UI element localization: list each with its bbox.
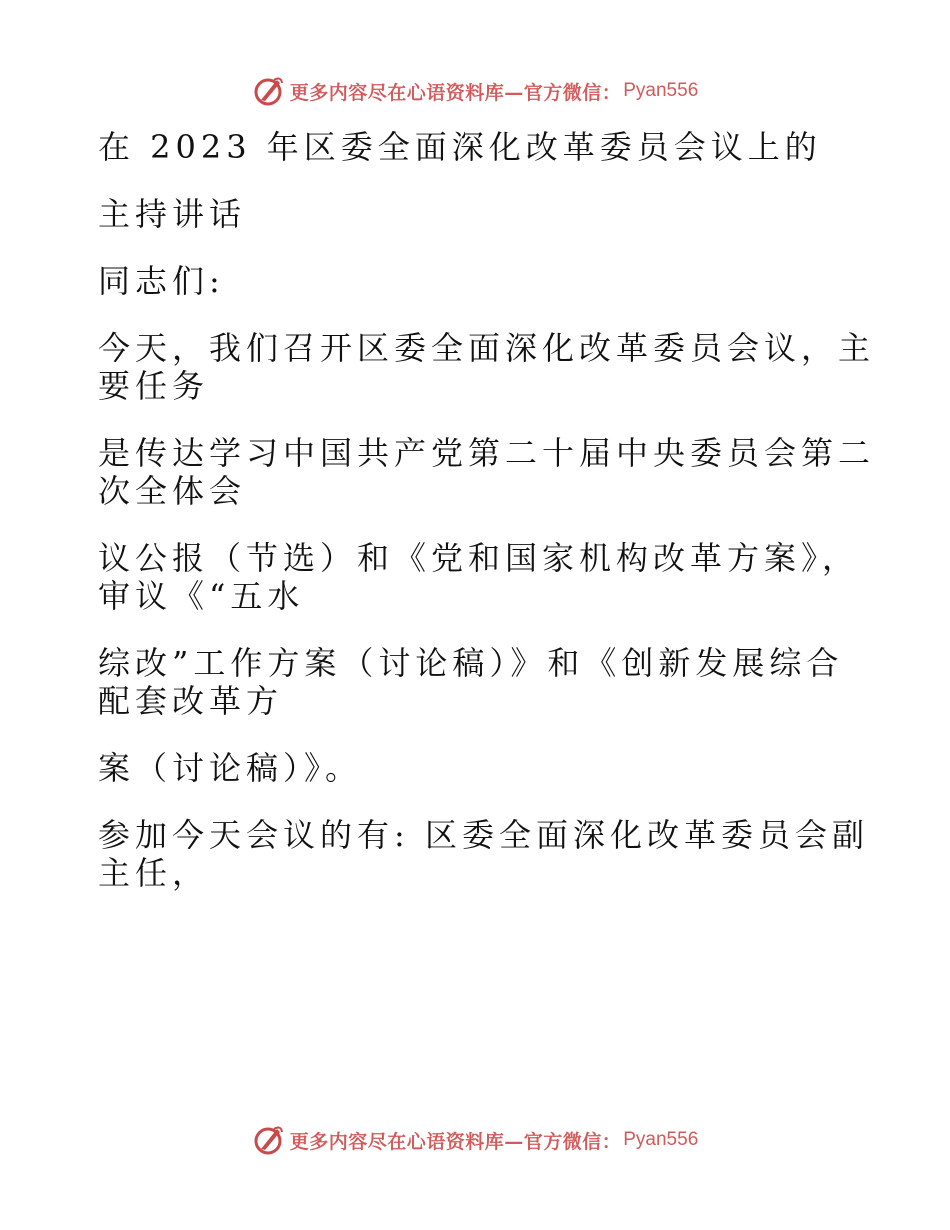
salutation: 同志们:	[98, 262, 225, 300]
paragraph-wrap: 审议《“五水	[98, 577, 305, 615]
paragraph-wrap: 次全体会	[98, 472, 247, 510]
paragraph-1	[98, 329, 876, 405]
paragraph-line: 是传达学习中国共产党第二十届中央委员会第二	[98, 434, 876, 472]
watermark-id: Pyan556	[623, 1129, 699, 1150]
document-body	[98, 128, 876, 892]
paragraph-line: 综改”工作方案（讨论稿）》和《创新发展综合	[98, 644, 844, 682]
paragraph-line: 参加今天会议的有: 区委全面深化改革委员会副	[98, 816, 869, 854]
watermark-text: 更多内容尽在心语资料库—官方微信：	[289, 81, 622, 104]
paragraph-6	[98, 816, 869, 892]
watermark-text: 更多内容尽在心语资料库—官方微信：	[289, 1130, 622, 1153]
paragraph-2	[98, 434, 876, 510]
paragraph-4	[98, 644, 844, 720]
watermark-id: Pyan556	[623, 80, 699, 101]
title-line-2: 主持讲话	[98, 195, 247, 233]
header-watermark	[0, 71, 950, 111]
title-line-1: 在 2023 年区委全面深化改革委员会议上的	[98, 128, 822, 166]
paragraph-wrap: 主任，	[98, 854, 210, 892]
paragraph-wrap: 配套改革方	[98, 682, 284, 720]
paragraph-5	[98, 749, 838, 787]
paragraph-line: 案（讨论稿）》。	[98, 749, 363, 787]
quill-pen-logo-icon	[252, 1123, 286, 1157]
footer-watermark	[0, 1120, 950, 1160]
quill-pen-logo-icon	[252, 74, 286, 108]
paragraph-line: 议公报（节选）和《党和国家机构改革方案》，	[98, 539, 860, 577]
paragraph-3	[98, 539, 860, 615]
paragraph-wrap: 要任务	[98, 367, 210, 405]
paragraph-line: 今天，我们召开区委全面深化改革委员会议，主	[98, 329, 876, 367]
